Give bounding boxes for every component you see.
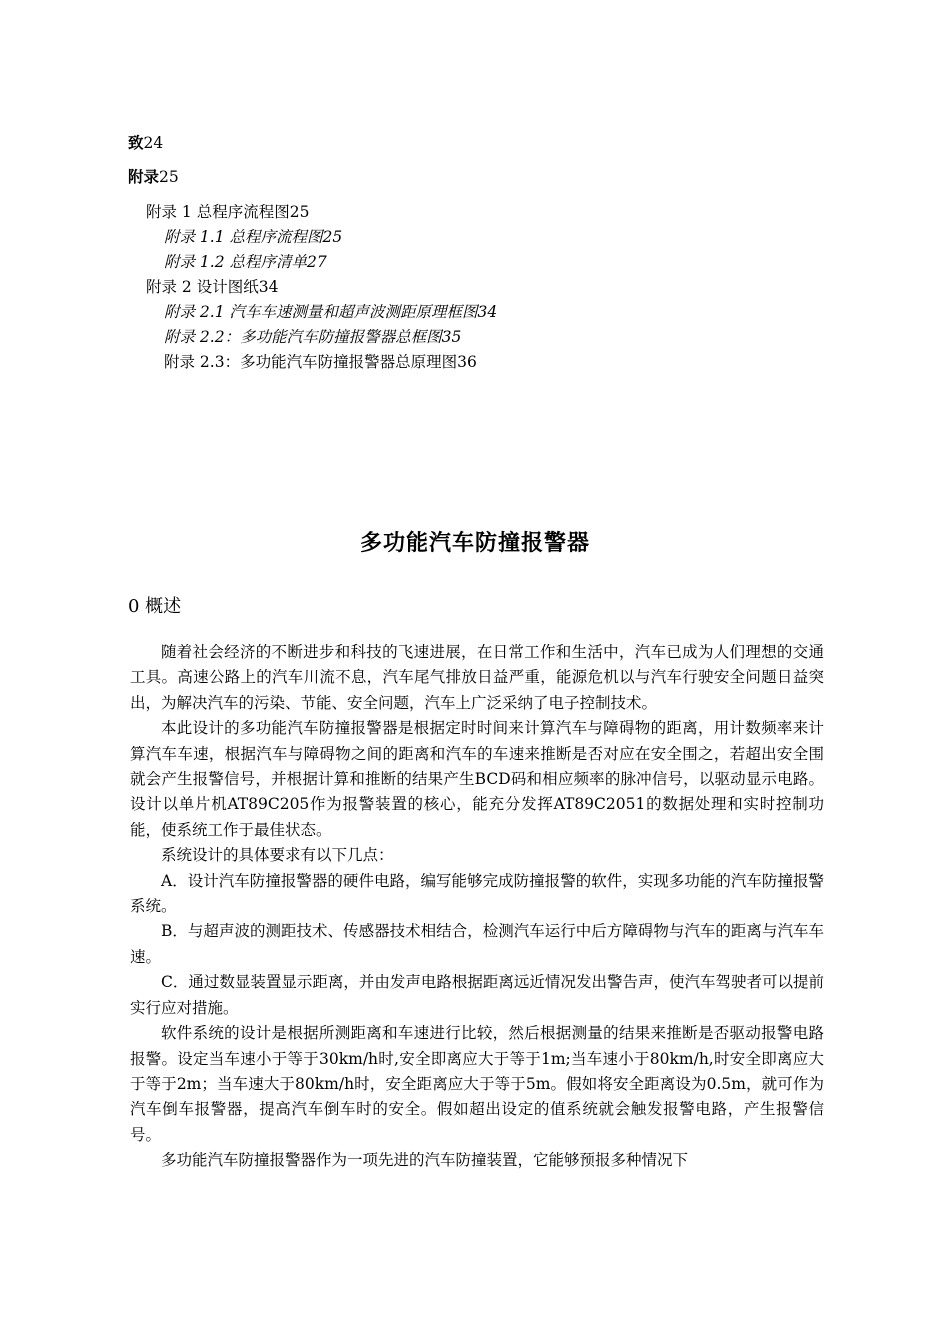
toc-entry-page: 25 <box>322 228 343 246</box>
toc-entry-acknowledgement[interactable] <box>128 126 828 160</box>
paragraph: 系统设计的具体要求有以下几点： <box>161 846 394 865</box>
paragraph: 软件系统的设计是根据所测距离和车速进行比较，然后根据测量的结果来推断是否驱动报警电路报警。设定当车速小于等于30km/h时,安全即离应大于等于1m;当车速小于80km/h,时安全即离应大于等于2m；当车速大于80km/h时，安全距离应大于等于5m。假如将安全距离设为0.5m，就可作为汽车倒车报警器，提高汽车倒车时的安全。假如超出设定的值系统就会触发报警电路，产生报警信号。 <box>130 1024 824 1144</box>
toc-entry-page: 36 <box>457 353 477 371</box>
toc-entry-page: 34 <box>258 278 279 296</box>
toc-entry-label: 附录 <box>128 167 160 186</box>
toc-entry-label: 附录 2 设计图纸 <box>146 278 259 296</box>
paragraph: 随着社会经济的不断进步和科技的飞速进展，在日常工作和生活中，汽车已成为人们理想的交通工具。高速公路上的汽车川流不息，汽车尾气排放日益严重，能源危机以与汽车行驶安全问题日益突出，为解决汽车的污染、节能、安全问题，汽车上广泛采纳了电子控制技术。 <box>130 643 824 712</box>
toc-entry-label: 附录 1.2 总程序清单 <box>164 253 308 271</box>
paragraph: 本此设计的多功能汽车防撞报警器是根据定时时间来计算汽车与障碍物的距离，用计数频率来计算汽车车速，根据汽车与障碍物之间的距离和汽车的车速来推断是否对应在安全围之，若超出安全围就会产生报警信号，并根据计算和推断的结果产生BCD码和相应频率的脉冲信号，以驱动显示电路。设计以单片机AT89C205作为报警装置的核心，能充分发挥AT89C2051的数据处理和实时控制功能，使系统工作于最佳状态。 <box>130 719 824 839</box>
toc-entry-page: 27 <box>307 253 327 271</box>
paragraph: A．设计汽车防撞报警器的硬件电路，编写能够完成防撞报警的软件，实现多功能的汽车防撞报警系统。 <box>130 871 824 916</box>
toc-entry-page: 35 <box>441 328 462 346</box>
toc-entry-appendix-1-1[interactable] <box>128 225 828 250</box>
toc-entry-page: 25 <box>289 203 310 221</box>
paragraph: B．与超声波的测距技术、传感器技术相结合，检测汽车运行中后方障碍物与汽车的距离与汽车车速。 <box>130 922 824 966</box>
toc-entry-page: 24 <box>143 134 164 152</box>
toc-entry-appendix[interactable] <box>128 160 828 194</box>
toc-entry-appendix-2-2[interactable] <box>128 325 828 350</box>
toc-entry-appendix-2-1[interactable] <box>128 300 828 325</box>
paragraph: 多功能汽车防撞报警器作为一项先进的汽车防撞装置，它能够预报多种情况下 <box>161 1151 689 1170</box>
toc-entry-label: 附录 2.1 汽车车速测量和超声波测距原理框图 <box>164 303 478 321</box>
toc-entry-appendix-1[interactable] <box>128 200 828 225</box>
section-heading: 0 概述 <box>128 596 182 617</box>
toc-entry-page: 34 <box>477 303 498 321</box>
toc-entry-label: 附录 1 总程序流程图 <box>146 203 290 221</box>
toc-entry-appendix-1-2[interactable] <box>128 250 828 275</box>
toc-entry-label: 附录 2.2：多功能汽车防撞报警器总框图 <box>164 328 442 346</box>
document-title: 多功能汽车防撞报警器 <box>359 530 590 556</box>
toc-entry-label: 附录 1.1 总程序流程图 <box>164 228 323 246</box>
table-of-contents <box>128 126 828 375</box>
toc-entry-label: 附录 2.3：多功能汽车防撞报警器总原理图 <box>164 353 458 371</box>
toc-entry-appendix-2-3[interactable] <box>128 350 828 375</box>
paragraph: C．通过数显装置显示距离，并由发声电路根据距离远近情况发出警告声，使汽车驾驶者可以提前实行应对措施。 <box>130 973 824 1017</box>
body-text <box>130 640 824 1174</box>
toc-entry-label: 致 <box>128 133 144 152</box>
toc-entry-page: 25 <box>159 168 179 186</box>
toc-entry-appendix-2[interactable] <box>128 275 828 300</box>
